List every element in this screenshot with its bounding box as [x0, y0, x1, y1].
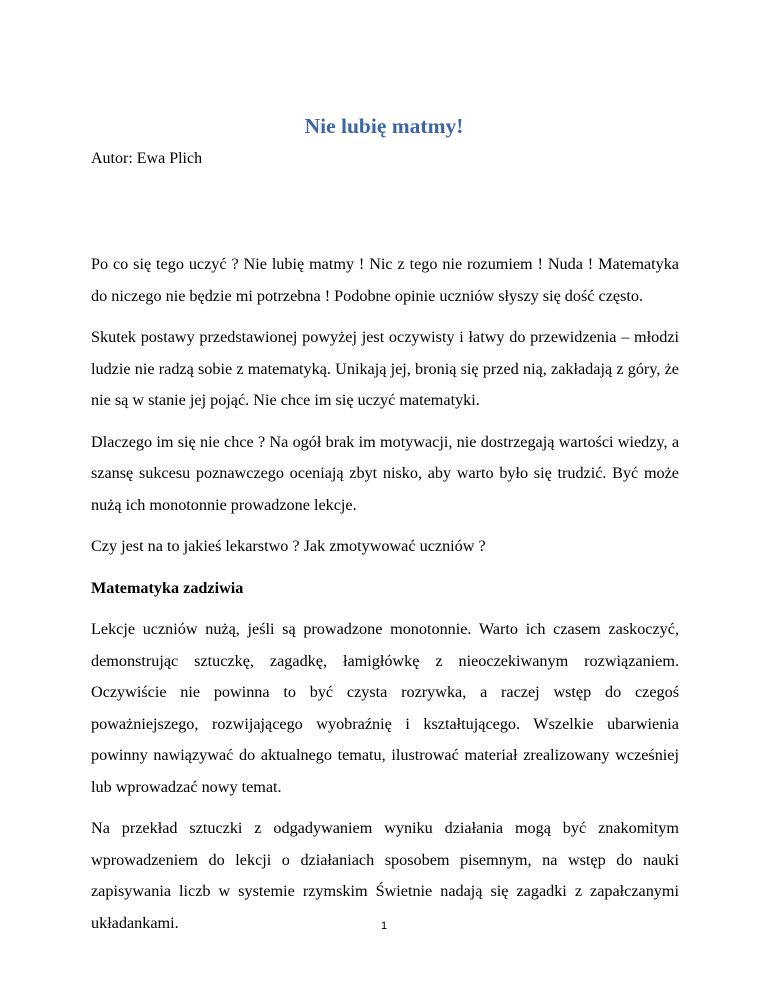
- page-number: 1: [380, 920, 388, 932]
- paragraph-2: Skutek postawy przedstawionej powyżej jest oczywisty i łatwy do przewidzenia – młodzi ludzie nie radzą sobie z matematyką. Unikają jej, bronią się przed nią, zakładają z góry, że nie są w stanie jej pojąć. Nie chce im się uczyć matematyki.: [91, 328, 679, 409]
- paragraph-1: Po co się tego uczyć ? Nie lubię matmy ! Nic z tego nie rozumiem ! Nuda ! Matematyka do niczego nie będzie mi potrzebna ! Podobne opinie uczniów słyszy się dość często.: [91, 255, 679, 305]
- page-title: Nie lubię matmy!: [304, 114, 464, 138]
- section-heading: Matematyka zadziwia: [91, 578, 244, 597]
- section-paragraph-2: Na przekład sztuczki z odgadywaniem wyniku działania mogą być znakomitym wprowadzeniem do lekcji o działaniach sposobem pisemnym, na wstęp do nauki zapisywania liczb w systemie rzymskim Świetnie nadają się zagadki z zapałczanymi układankami.: [91, 819, 679, 932]
- paragraph-4: Czy jest na to jakieś lekarstwo ? Jak zmotywować uczniów ?: [91, 537, 486, 555]
- author-line: Autor: Ewa Plich: [91, 150, 203, 167]
- document-body: [91, 249, 679, 949]
- paragraph-3: Dlaczego im się nie chce ? Na ogół brak im motywacji, nie dostrzegają wartości wiedzy, a szansę sukcesu poznawczego oceniają zbyt nisko, aby warto było się trudzić. Być może nużą ich monotonnie prowadzone lekcje.: [91, 432, 679, 514]
- section-paragraph-1: Lekcje uczniów nużą, jeśli są prowadzone monotonnie. Warto ich czasem zaskoczyć, demonstrując sztuczkę, zagadkę, łamigłówkę z nieoczekiwanym rozwiązaniem. Oczywiście nie powinna to być czysta rozrywka, a raczej wstęp do czegoś poważniejszego, rozwijającego wyobraźnię i kształtującego. Wszelkie ubarwienia powinny nawiązywać do aktualnego tematu, ilustrować materiał zrealizowany wcześniej lub wprowadzać nowy temat.: [91, 620, 679, 796]
